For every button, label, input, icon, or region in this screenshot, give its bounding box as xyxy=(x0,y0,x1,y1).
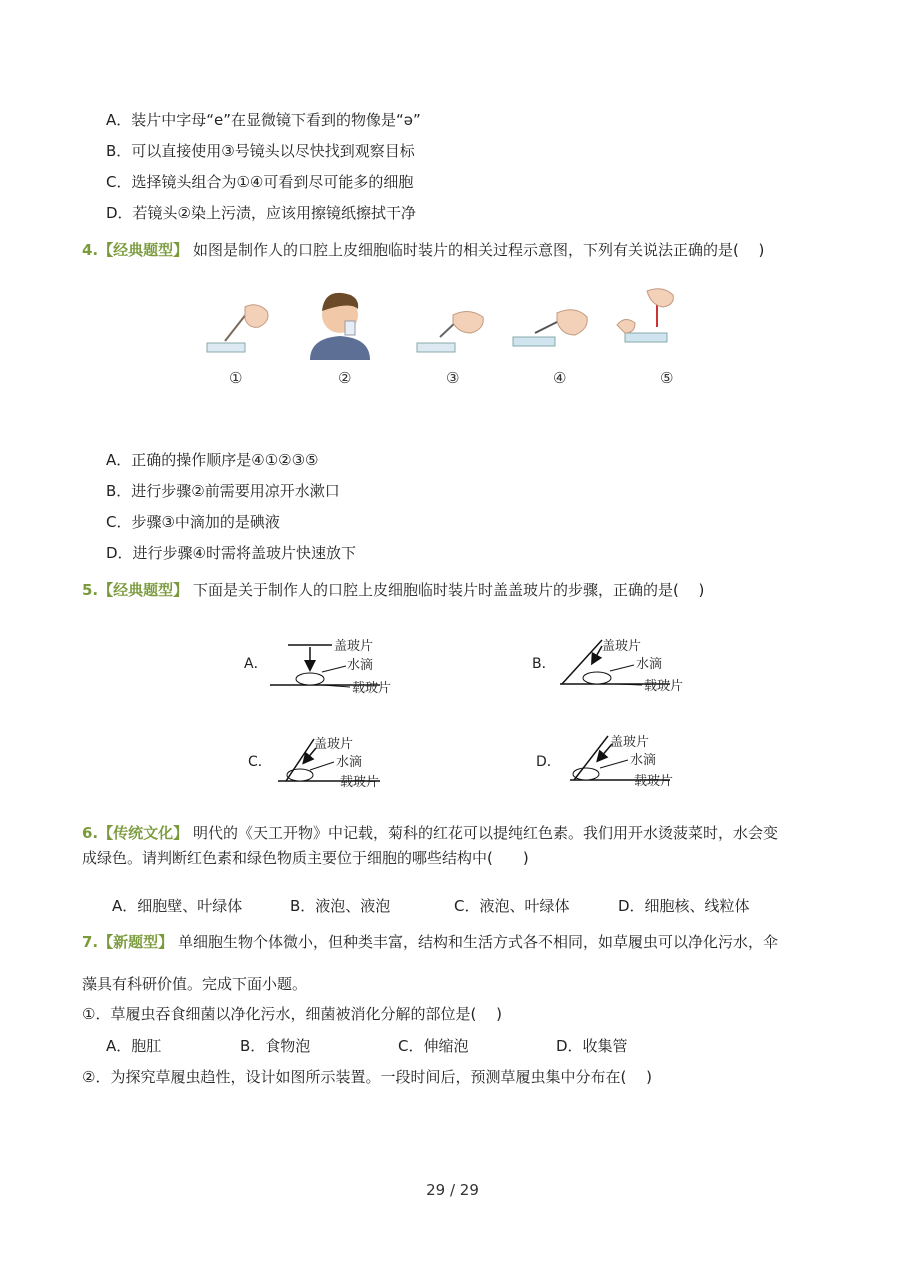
q7-sub1-option-d: D．收集管 xyxy=(556,1037,628,1055)
a-slide-label: 载玻片 xyxy=(352,681,392,696)
q5-tag: 【经典题型】 xyxy=(98,581,189,599)
step-label-5: ⑤ xyxy=(660,369,674,387)
q7-stem-text-1: 单细胞生物个体微小，但种类丰富，结构和生活方式各不相同，如草履虫可以净化污水，伞 xyxy=(177,933,778,951)
step1-image xyxy=(207,305,268,352)
q6-stem-text-1: 明代的《天工开物》中记载，菊科的红花可以提纯红色素。我们用开水烫菠菜时，水会变 xyxy=(192,824,778,842)
q6-option-b: B．液泡、液泡 xyxy=(290,897,391,915)
page-number: 29 / 29 xyxy=(426,1181,479,1199)
d-slide-label: 载玻片 xyxy=(634,774,674,789)
d-water-label: 水滴 xyxy=(630,753,657,768)
diagram-c xyxy=(248,736,380,790)
q5-stem xyxy=(82,580,704,600)
a-water-label: 水滴 xyxy=(347,658,374,673)
b-water-label: 水滴 xyxy=(636,657,663,672)
b-cover-label: 盖玻片 xyxy=(602,639,642,654)
option-c-letter: C． xyxy=(248,754,272,770)
q6-stem-line2: 成绿色。请判断红色素和绿色物质主要位于细胞的哪些结构中( ) xyxy=(82,849,529,867)
q3-option-a: A．装片中字母“e”在显微镜下看到的物像是“ə” xyxy=(106,111,421,129)
step2-image xyxy=(310,293,370,360)
q4-stem xyxy=(82,240,764,260)
q7-sub2: ②．为探究草履虫趋性，设计如图所示装置。一段时间后，预测草履虫集中分布在( ) xyxy=(82,1068,652,1086)
q5-coverslip-diagrams xyxy=(230,630,710,795)
q6-stem-line1 xyxy=(82,823,778,843)
q6-tag: 【传统文化】 xyxy=(98,824,189,842)
q6-option-a: A．细胞壁、叶绿体 xyxy=(112,897,243,915)
q5-number: 5. xyxy=(82,581,99,599)
c-water-label: 水滴 xyxy=(336,755,363,770)
step-label-4: ④ xyxy=(553,369,567,387)
b-slide-label: 载玻片 xyxy=(644,679,684,694)
q3-option-d: D．若镜头②染上污渍，应该用擦镜纸擦拭干净 xyxy=(106,204,416,222)
q7-sub1: ①．草履虫吞食细菌以净化污水，细菌被消化分解的部位是( ) xyxy=(82,1005,502,1023)
option-a-letter: A． xyxy=(244,656,268,672)
q4-option-b: B．进行步骤②前需要用凉开水漱口 xyxy=(106,482,340,500)
q4-tag: 【经典题型】 xyxy=(98,241,189,259)
diagram-a xyxy=(244,638,391,696)
c-cover-label: 盖玻片 xyxy=(314,737,354,752)
q6-option-d: D．细胞核、线粒体 xyxy=(618,897,750,915)
step4-image xyxy=(513,310,587,346)
q7-sub1-option-c: C．伸缩泡 xyxy=(398,1037,469,1055)
q7-number: 7. xyxy=(82,933,99,951)
q4-number: 4. xyxy=(82,241,99,259)
q6-number: 6. xyxy=(82,824,99,842)
q3-option-c: C．选择镜头组合为①④可看到尽可能多的细胞 xyxy=(106,173,414,191)
option-b-letter: B． xyxy=(532,656,556,672)
q7-tag: 【新题型】 xyxy=(98,933,174,951)
diagram-b xyxy=(532,638,683,694)
q5-stem-text: 下面是关于制作人的口腔上皮细胞临时装片时盖盖玻片的步骤，正确的是( ) xyxy=(192,581,705,599)
a-cover-label: 盖玻片 xyxy=(334,639,374,654)
diagram-d xyxy=(536,734,673,789)
q4-stem-text: 如图是制作人的口腔上皮细胞临时装片的相关过程示意图，下列有关说法正确的是( ) xyxy=(192,241,765,259)
step-label-3: ③ xyxy=(446,369,460,387)
q4-option-a: A．正确的操作顺序是④①②③⑤ xyxy=(106,451,319,469)
step-label-1: ① xyxy=(229,369,243,387)
step5-image xyxy=(617,289,673,342)
q7-sub1-option-b: B．食物泡 xyxy=(240,1037,311,1055)
step3-image xyxy=(417,311,483,352)
q4-option-d: D．进行步骤④时需将盖玻片快速放下 xyxy=(106,544,356,562)
q7-stem-line2: 藻具有科研价值。完成下面小题。 xyxy=(82,975,308,993)
option-d-letter: D． xyxy=(536,754,561,770)
step-label-2: ② xyxy=(338,369,352,387)
q6-option-c: C．液泡、叶绿体 xyxy=(454,897,570,915)
q7-stem-line1 xyxy=(82,932,778,952)
q4-procedure-illustration xyxy=(195,285,705,365)
q3-option-b: B．可以直接使用③号镜头以尽快找到观察目标 xyxy=(106,142,415,160)
q4-option-c: C．步骤③中滴加的是碘液 xyxy=(106,513,280,531)
q7-sub1-option-a: A．胞肛 xyxy=(106,1037,162,1055)
d-cover-label: 盖玻片 xyxy=(610,735,650,750)
c-slide-label: 载玻片 xyxy=(340,775,380,790)
